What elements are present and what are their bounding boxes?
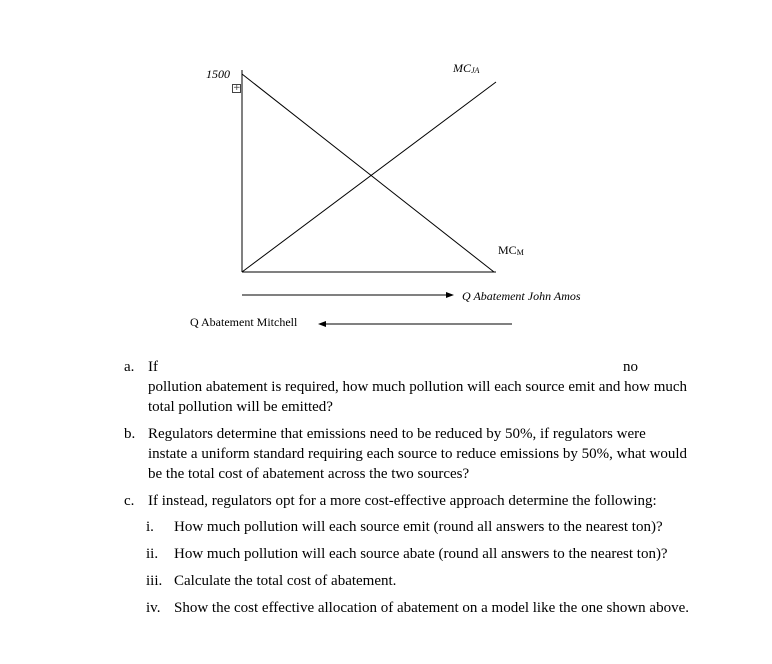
x-axis-label-mitchell: Q Abatement Mitchell — [190, 315, 298, 329]
mc-mitchell-line — [242, 74, 494, 272]
mc-john-amos-label — [453, 61, 479, 76]
mc-mitchell-label — [498, 243, 524, 258]
question-b-text: Regulators determine that emissions need to be reduced by 50%, if regulators were instate a uniform standard requiring each source to reduce emissions by 50%, what would be the total cost of abatement across the two sources? — [148, 426, 688, 482]
question-b-marker: b. — [124, 426, 136, 442]
question-a-line-end-word: no — [623, 359, 638, 375]
question-c-item-iv — [0, 598, 772, 618]
question-c-item-iv-marker: iv. — [146, 600, 161, 616]
question-c-item-iii-text: Calculate the total cost of abatement. — [174, 573, 397, 589]
question-a-marker: a. — [124, 359, 135, 375]
question-c-item-iii — [0, 571, 772, 591]
question-c-item-iii-marker: iii. — [146, 573, 163, 589]
question-a-body — [148, 357, 688, 417]
question-c-item-i — [0, 517, 772, 537]
mc-john-amos-label-sub: JA — [471, 66, 480, 75]
question-c-item-ii-marker: ii. — [146, 546, 159, 562]
question-c-item-ii-text: How much pollution will each source abate (round all answers to the nearest ton)? — [174, 546, 668, 562]
question-b — [0, 424, 772, 484]
question-c — [0, 491, 772, 511]
x-axis-label-john-amos: Q Abatement John Amos — [462, 289, 581, 303]
question-a-text: pollution abatement is required, how much pollution will each source emit and how much total pollution will be emitted? — [148, 379, 688, 415]
question-c-marker: c. — [124, 493, 135, 509]
question-a-first-word: If — [148, 359, 158, 375]
expand-icon[interactable]: + — [233, 83, 241, 93]
question-a — [0, 357, 772, 417]
question-a-first-line — [148, 357, 688, 377]
question-list — [0, 357, 772, 618]
question-c-item-iv-text: Show the cost effective allocation of abatement on a model like the one shown above. — [174, 600, 689, 616]
question-c-item-i-marker: i. — [146, 519, 154, 535]
mc-john-amos-label-main: MC — [453, 61, 471, 75]
question-c-item-ii — [0, 544, 772, 564]
john-amos-direction-arrowhead — [446, 292, 454, 298]
question-c-item-i-text: How much pollution will each source emit (round all answers to the nearest ton)? — [174, 519, 663, 535]
question-c-text: If instead, regulators opt for a more cost-effective approach determine the following: — [148, 493, 657, 509]
mc-mitchell-label-main: MC — [498, 243, 517, 257]
mitchell-direction-arrowhead — [318, 321, 326, 327]
y-axis-max-label: 1500 — [206, 67, 230, 81]
mc-mitchell-label-sub: M — [516, 248, 524, 257]
